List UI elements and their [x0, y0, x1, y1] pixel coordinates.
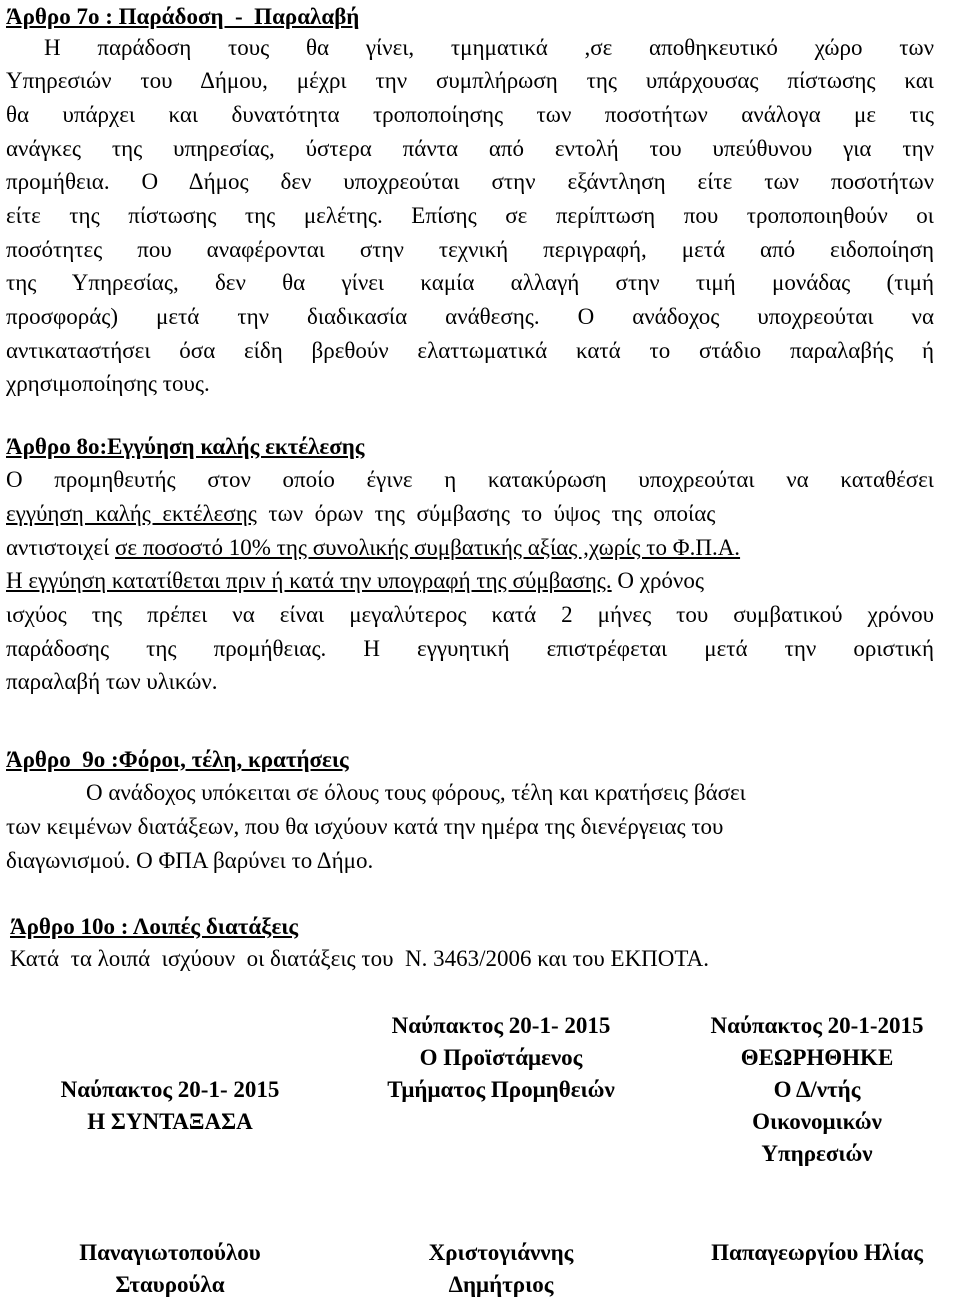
article-9-title: Άρθρο 9ο :Φόροι, τέλη, κρατήσεις	[6, 747, 349, 772]
article-8-line: παράδοσης της προμήθειας. Η εγγυητική επιστρέφεται μετά την οριστική	[6, 636, 934, 661]
article-8-line: παραλαβή των υλικών.	[6, 669, 218, 694]
signature-date: Ναύπακτος 20-1-2015	[710, 1013, 924, 1038]
article-8-text: Ο χρόνος	[611, 568, 704, 593]
article-7-line: προμήθεια. Ο Δήμος δεν υποχρεούται στην εξάντληση είτε των ποσοτήτων	[6, 169, 934, 194]
article-8-line: ισχύος της πρέπει να είναι μεγαλύτερος κατά 2 μήνες του συμβατικού χρόνου	[6, 602, 934, 627]
signature-role: Ο Προϊστάμενος	[419, 1045, 583, 1070]
signature-role: Η ΣΥΝΤΑΞΑΣΑ	[87, 1109, 253, 1134]
percentage-underlined-text: σε ποσοστό 10% της συνολικής συμβατικής αξίας ,χωρίς το Φ.Π.Α.	[115, 535, 741, 560]
signature-name: Χριστογιάννης	[428, 1240, 574, 1265]
signature-block-director	[676, 1010, 958, 1170]
signature-date: Ναύπακτος 20-1- 2015	[60, 1077, 280, 1102]
signature-name: Παναγιωτοπούλου	[79, 1240, 261, 1265]
signature-role: Υπηρεσιών	[761, 1141, 873, 1166]
article-8-line	[6, 533, 740, 563]
article-8-title: Άρθρο 8ο:Εγγύηση καλής εκτέλεσης	[6, 434, 365, 459]
signature-name: Δημήτριος	[448, 1272, 554, 1297]
article-9-line: των κειμένων διατάξεων, που θα ισχύουν κατά την ημέρα της διενέργειας του	[6, 814, 724, 839]
article-7-line: Υπηρεσιών του Δήμου, μέχρι την συμπλήρωση της υπάρχουσας πίστωσης και	[6, 68, 934, 93]
article-7-line: χρησιμοποίησης τους.	[6, 371, 210, 396]
signature-name-author	[10, 1237, 330, 1301]
guarantee-underlined-text: εγγύηση καλής εκτέλεσης	[6, 501, 257, 526]
article-7-line: Η παράδοση τους θα γίνει, τμηματικά ,σε αποθηκευτικό χώρο των	[44, 35, 934, 60]
article-7-line: θα υπάρχει και δυνατότητα τροποποίησης των ποσοτήτων ανάλογα με τις	[6, 102, 934, 127]
article-7-line: ποσότητες που αναφέρονται στην τεχνική περιγραφή, μετά από ειδοποίηση	[6, 237, 934, 262]
signature-block-author	[10, 1074, 330, 1138]
article-7-title: Άρθρο 7ο : Παράδοση - Παραλαβή	[6, 4, 360, 29]
article-7-line: ανάγκες της υπηρεσίας, ύστερα πάντα από εντολή του υπεύθυνου για την	[6, 136, 934, 161]
article-10-title: Άρθρο 10ο : Λοιπές διατάξεις	[10, 914, 299, 939]
signature-name: Παπαγεωργίου Ηλίας	[711, 1240, 923, 1265]
article-7-line: αντικαταστήσει όσα είδη βρεθούν ελαττωματικά κατά το στάδιο παραλαβής ή	[6, 338, 934, 363]
deposit-underlined-text: Η εγγύηση κατατίθεται πριν ή κατά την υπογραφή της σύμβασης.	[6, 568, 612, 593]
article-8-line	[6, 566, 704, 596]
signature-role: Ο Δ/ντής	[773, 1077, 861, 1102]
article-7-line: της Υπηρεσίας, δεν θα γίνει καμία αλλαγή στην τιμή μονάδας (τιμή	[6, 270, 934, 295]
article-7-line: είτε της πίστωσης της μελέτης. Επίσης σε περίπτωση που τροποποιηθούν οι	[6, 203, 934, 228]
article-9-line: Ο ανάδοχος υπόκειται σε όλους τους φόρους, τέλη και κρατήσεις βάσει	[86, 780, 746, 805]
signature-role: Οικονομικών	[752, 1109, 882, 1134]
signature-name: Σταυρούλα	[115, 1272, 225, 1297]
article-9-line: διαγωνισμού. Ο ΦΠΑ βαρύνει το Δήμο.	[6, 848, 374, 873]
article-8-text: των όρων της σύμβασης το ύψος της οποίας	[256, 501, 716, 526]
article-8-line	[6, 499, 934, 529]
signature-status: ΘΕΩΡΗΘΗΚΕ	[740, 1045, 894, 1070]
signature-role: Τμήματος Προμηθειών	[387, 1077, 615, 1102]
article-10-line: Κατά τα λοιπά ισχύουν οι διατάξεις του Ν. 3463/2006 και του ΕΚΠΟΤΑ.	[10, 946, 709, 971]
article-8-line: Ο προμηθευτής στον οποίο έγινε η κατακύρωση υποχρεούται να καταθέσει	[6, 467, 934, 492]
signature-name-director	[676, 1237, 958, 1269]
article-8-text: αντιστοιχεί	[6, 535, 116, 560]
signature-name-head	[346, 1237, 656, 1301]
signature-date: Ναύπακτος 20-1- 2015	[391, 1013, 611, 1038]
signature-block-head	[346, 1010, 656, 1106]
article-7-line: προσφοράς) μετά την διαδικασία ανάθεσης. Ο ανάδοχος υποχρεούται να	[6, 304, 934, 329]
